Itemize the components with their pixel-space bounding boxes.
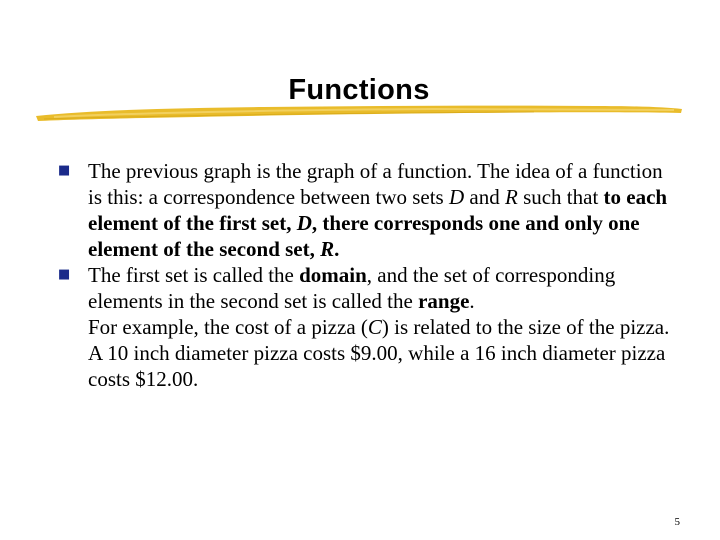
- text: The first set is called the: [88, 263, 300, 287]
- bold-text: to each element of the first set,: [88, 185, 668, 235]
- square-bullet-icon: ■: [58, 267, 71, 282]
- bold-text: , there corresponds one and only one element of the second set,: [88, 211, 640, 261]
- slide-body: [58, 158, 678, 392]
- var-c: C: [367, 315, 382, 339]
- text: The previous graph is the graph of a function. The idea of a function is this: a correspondence between two sets: [88, 159, 663, 209]
- square-bullet-icon: ■: [58, 163, 71, 178]
- title-underline-brushstroke: [34, 100, 684, 124]
- text: such that: [517, 185, 604, 209]
- text: ) is related to the size of the pizza. A 10 inch diameter pizza costs $9.00, while a 16 inch diameter pizza costs $12.00.: [88, 315, 670, 391]
- text: .: [469, 289, 475, 313]
- set-d: D: [448, 185, 465, 209]
- bullet-paragraph-1: [58, 158, 678, 262]
- text: , and the set of corresponding elements in the second set is called the: [88, 263, 616, 313]
- term-range: range: [418, 289, 470, 313]
- bold-set-r: R: [320, 237, 335, 261]
- example-paragraph: [58, 314, 678, 392]
- bullet-paragraph-2: [58, 262, 678, 314]
- term-domain: domain: [299, 263, 367, 287]
- text: and: [464, 185, 505, 209]
- bold-set-d: D: [296, 211, 312, 235]
- slide-title: Functions: [288, 74, 430, 106]
- set-r: R: [504, 185, 518, 209]
- text: For example, the cost of a pizza (: [88, 315, 368, 339]
- page-number: 5: [674, 516, 680, 528]
- bold-text: .: [334, 237, 340, 261]
